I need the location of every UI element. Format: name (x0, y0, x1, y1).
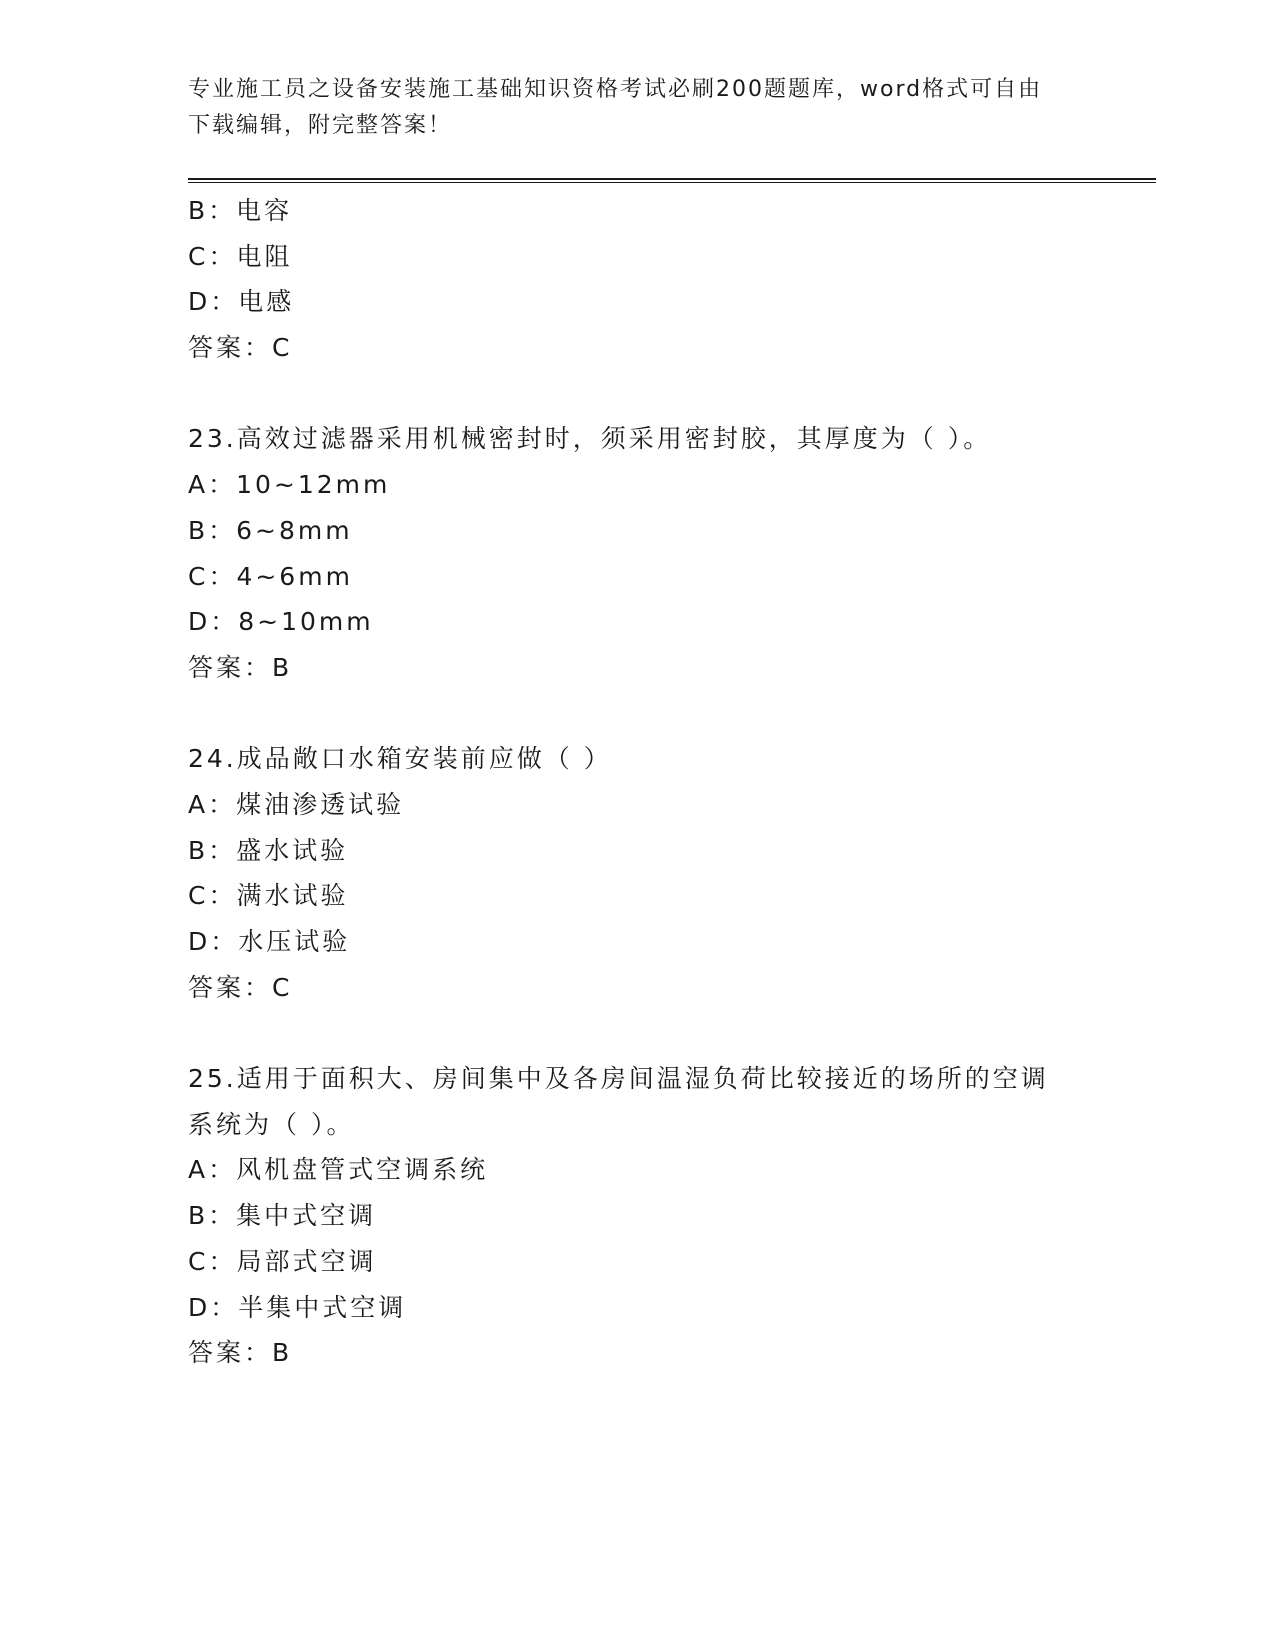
header-divider (188, 178, 1156, 180)
question-stem-continued: 系统为（ ）。 (188, 1109, 355, 1139)
question-stem: 23.高效过滤器采用机械密封时，须采用密封胶，其厚度为（ ）。 (188, 424, 992, 454)
question-25 (188, 1056, 1088, 1376)
header-title-line-2: 下载编辑，附完整答案！ (188, 113, 453, 138)
option-c: C：4~6mm (188, 561, 353, 591)
question-23 (188, 416, 1088, 690)
option-b: B：集中式空调 (188, 1201, 377, 1231)
option-b: B：电容 (188, 196, 293, 225)
question-stem: 25.适用于面积大、房间集中及各房间温湿负荷比较接近的场所的空调 (188, 1064, 1049, 1094)
answer: 答案：B (188, 652, 293, 682)
option-a: A：10~12mm (188, 470, 391, 500)
option-d: D：8~10mm (188, 607, 374, 637)
question-stem: 24.成品敞口水箱安装前应做（ ） (188, 744, 612, 774)
option-d: D：电感 (188, 287, 295, 317)
option-c: C：电阻 (188, 241, 293, 271)
question-list (188, 188, 1088, 1376)
question-24 (188, 736, 1088, 1010)
spacer (188, 1010, 1088, 1056)
answer: 答案：C (188, 333, 293, 363)
header-divider-thin (188, 182, 1156, 183)
option-a: A：煤油渗透试验 (188, 789, 405, 819)
header-title-line-1: 专业施工员之设备安装施工基础知识资格考试必刷200题题库，word格式可自由 (188, 77, 1043, 102)
option-c: C：满水试验 (188, 881, 349, 911)
option-c: C：局部式空调 (188, 1246, 377, 1276)
option-b: B：6~8mm (188, 515, 353, 545)
option-d: D：水压试验 (188, 927, 351, 956)
document-header (188, 72, 1088, 144)
spacer (188, 691, 1088, 737)
option-a: A：风机盘管式空调系统 (188, 1155, 489, 1185)
option-b: B：盛水试验 (188, 835, 349, 865)
spacer (188, 371, 1088, 417)
question-22-continued (188, 188, 1088, 371)
answer: 答案：B (188, 1338, 293, 1368)
option-d: D：半集中式空调 (188, 1292, 407, 1322)
answer: 答案：C (188, 972, 293, 1002)
